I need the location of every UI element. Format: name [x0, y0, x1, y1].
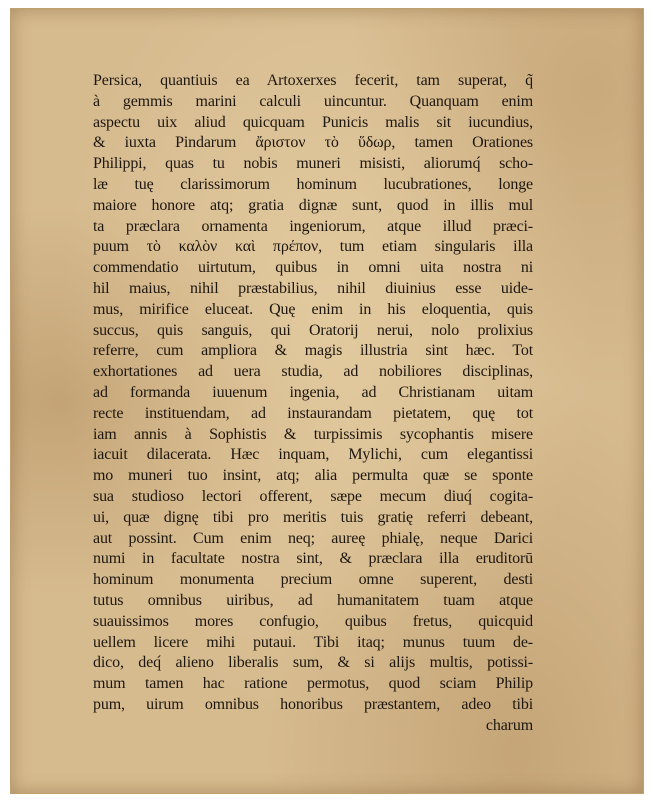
text-line: sua studioso lectori offerent, sæpe mecum diuq́ cogita- [93, 487, 533, 505]
text-line: suauissimos mores confugio, quibus fretus, quicquid [93, 612, 533, 630]
text-line: dico, deq́ alieno liberalis sum, & si alijs multis, potissi- [93, 654, 533, 672]
text-line: pum, uirum omnibus honoribus præstantem, adeo tibi [93, 695, 533, 713]
text-line: aut possint. Cum enim neq; aureę phialę, neque Darici [93, 529, 533, 547]
text-line: maiore honore atq; gratia dignæ sunt, quod in illis mul [93, 196, 533, 214]
text-line: succus, quis sanguis, qui Oratorij nerui, nolo prolixius [93, 321, 533, 339]
text-line: uellem licere mihi putaui. Tibi itaq; munus tuum de- [93, 633, 533, 651]
text-line: referre, cum ampliora & magis illustria sint hæc. Tot [93, 342, 533, 360]
text-line: numi in facultate nostra sint, & præclara illa eruditorū [93, 550, 533, 568]
text-line: à gemmis marini calculi uincuntur. Quanquam enim [93, 92, 533, 110]
text-line: ta præclara ornamenta ingeniorum, atque illud præci- [93, 217, 533, 235]
text-line: ad formanda iuuenum ingenia, ad Christianam uitam [93, 383, 533, 401]
text-line: mo muneri tuo insint, atq; alia permulta quæ se sponte [93, 467, 533, 485]
text-line: Persica, quantiuis ea Artoxerxes fecerit, tam superat, q̃ [93, 72, 533, 89]
text-line: & iuxta Pindarum ἄριστον τὸ ὕδωρ, tamen Orationes [93, 134, 533, 152]
text-line: læ tuę clarissimorum hominum lucubrationes, longe [93, 175, 533, 193]
text-line: mus, mirifice eluceat. Quę enim in his eloquentia, quis [93, 300, 533, 318]
book-page [10, 8, 644, 794]
text-line: hil maius, nihil præstabilius, nihil diuinius esse uide- [93, 279, 533, 297]
text-line: aspectu uix aliud quicquam Punicis malis sit iucundius, [93, 113, 533, 131]
text-line: mum tamen hac ratione permotus, quod sciam Philip [93, 675, 533, 693]
text-line: iam annis à Sophistis & turpissimis sycophantis misere [93, 425, 533, 443]
text-line: tutus omnibus uiribus, ad humanitatem tuam atque [93, 591, 533, 609]
text-line: exhortationes ad uera studia, ad nobiliores disciplinas, [93, 363, 533, 381]
text-line: ui, quæ dignę tibi pro meritis tuis gratię referri debeant, [93, 508, 533, 526]
page-text [93, 71, 533, 737]
text-line: hominum monumenta precium omne superent, desti [93, 571, 533, 589]
text-line: Philippi, quas tu nobis muneri misisti, aliorumq́ scho- [93, 155, 533, 173]
catchword: charum [485, 716, 533, 734]
text-line: commendatio uirtutum, quibus in omni uita nostra ni [93, 259, 533, 277]
text-line: recte instituendam, ad instaurandam pietatem, quę tot [93, 404, 533, 422]
text-line: puum τὸ καλὸν καὶ πρέπον, tum etiam singularis illa [93, 238, 533, 256]
text-line: iacuit dilacerata. Hæc inquam, Mylichi, cum elegantissi [93, 446, 533, 464]
